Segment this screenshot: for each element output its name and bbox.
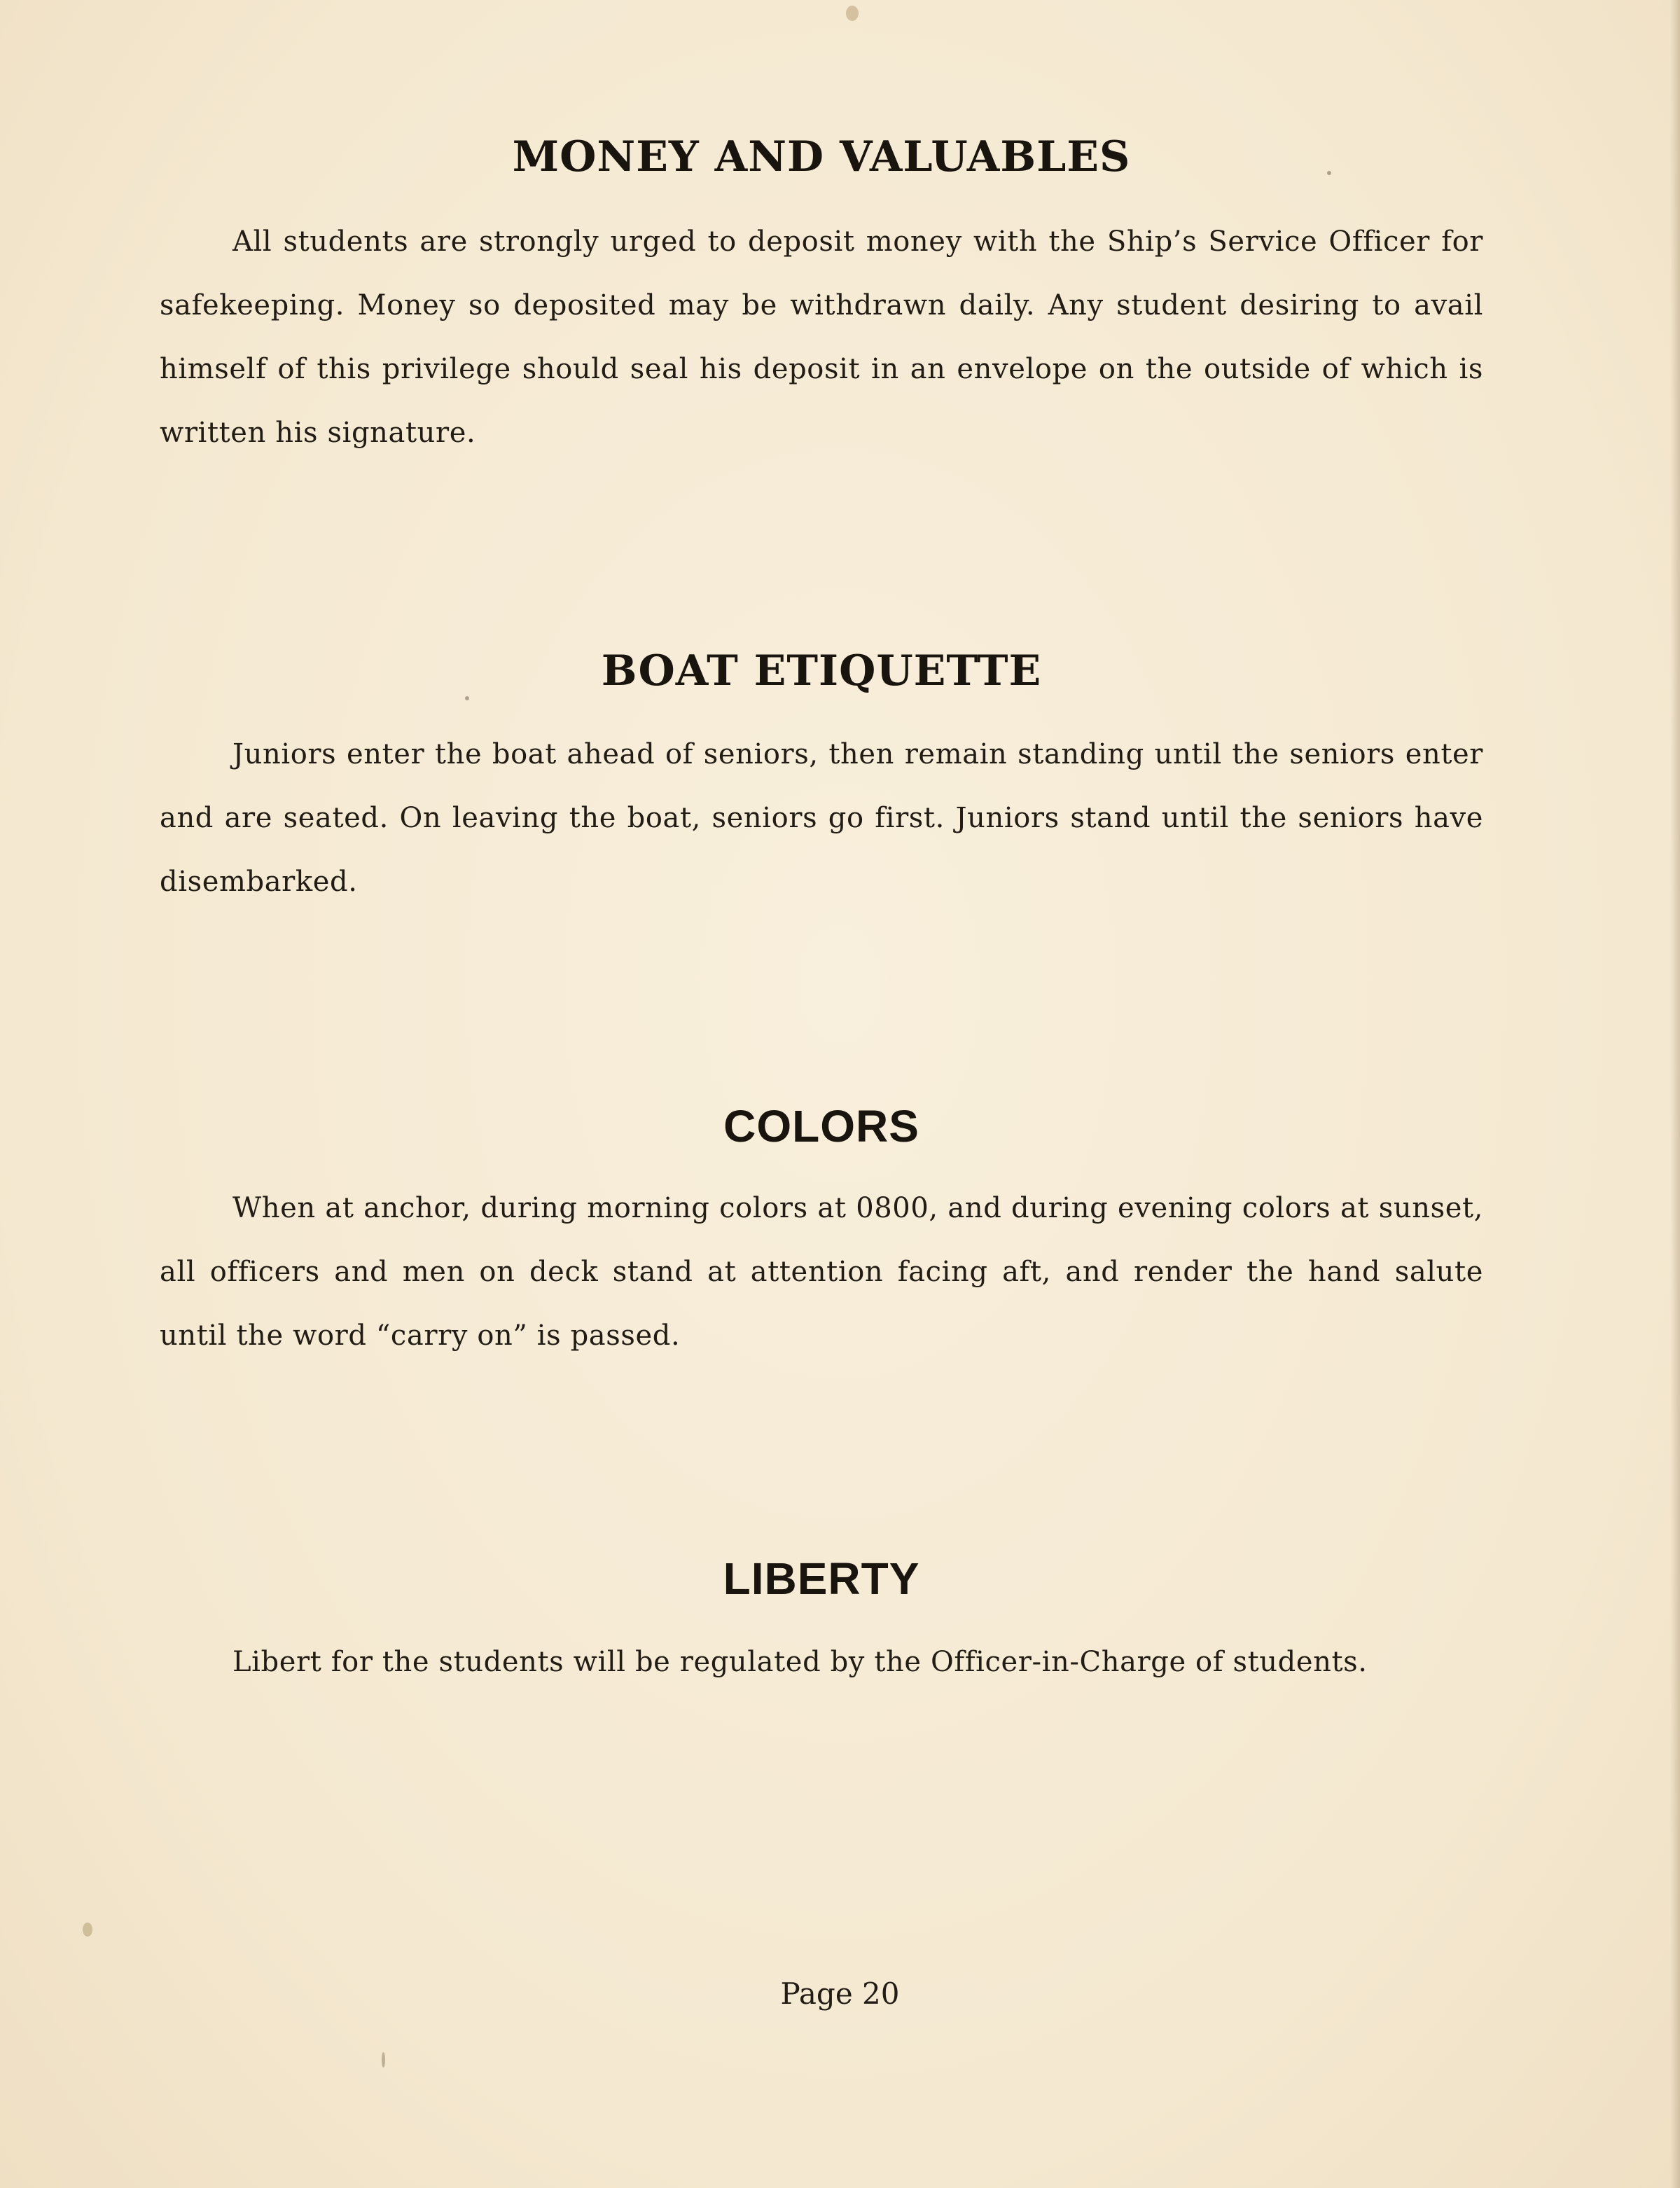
section-heading: MONEY AND VALUABLES <box>512 132 1131 181</box>
section-colors <box>160 1098 1483 1368</box>
section-body: When at anchor, during morning colors at 0800, and during evening colors at sunset, all officers and men on deck stand at attention facing aft, and render the hand salute until the word “carry on” is passed. <box>160 1192 1483 1352</box>
paper-mark <box>382 2052 385 2068</box>
paper-stain <box>846 6 859 21</box>
section-boat-etiquette <box>160 643 1483 914</box>
section-body: Juniors enter the boat ahead of seniors, then remain standing until the seniors enter and are seated. On leaving the boat, seniors go first. Juniors stand until the seniors have disembarked. <box>160 738 1483 898</box>
paper-stain <box>83 1923 92 1937</box>
section-liberty <box>160 1551 1483 1694</box>
page-number: Page 20 <box>780 1976 900 2011</box>
section-heading: BOAT ETIQUETTE <box>601 646 1042 695</box>
page-edge-shadow <box>1670 0 1680 2188</box>
section-money-and-valuables <box>160 129 1483 465</box>
section-heading: LIBERTY <box>723 1553 920 1604</box>
section-body: All students are strongly urged to deposit money with the Ship’s Service Officer for safekeeping. Money so deposited may be withdrawn daily. Any student desiring to avail himself of this privilege should seal his deposit in an envelope on the outside of which is written his signature. <box>160 226 1483 449</box>
section-heading: COLORS <box>723 1101 919 1151</box>
section-body: Libert for the students will be regulated by the Officer-in-Charge of students. <box>232 1646 1368 1678</box>
